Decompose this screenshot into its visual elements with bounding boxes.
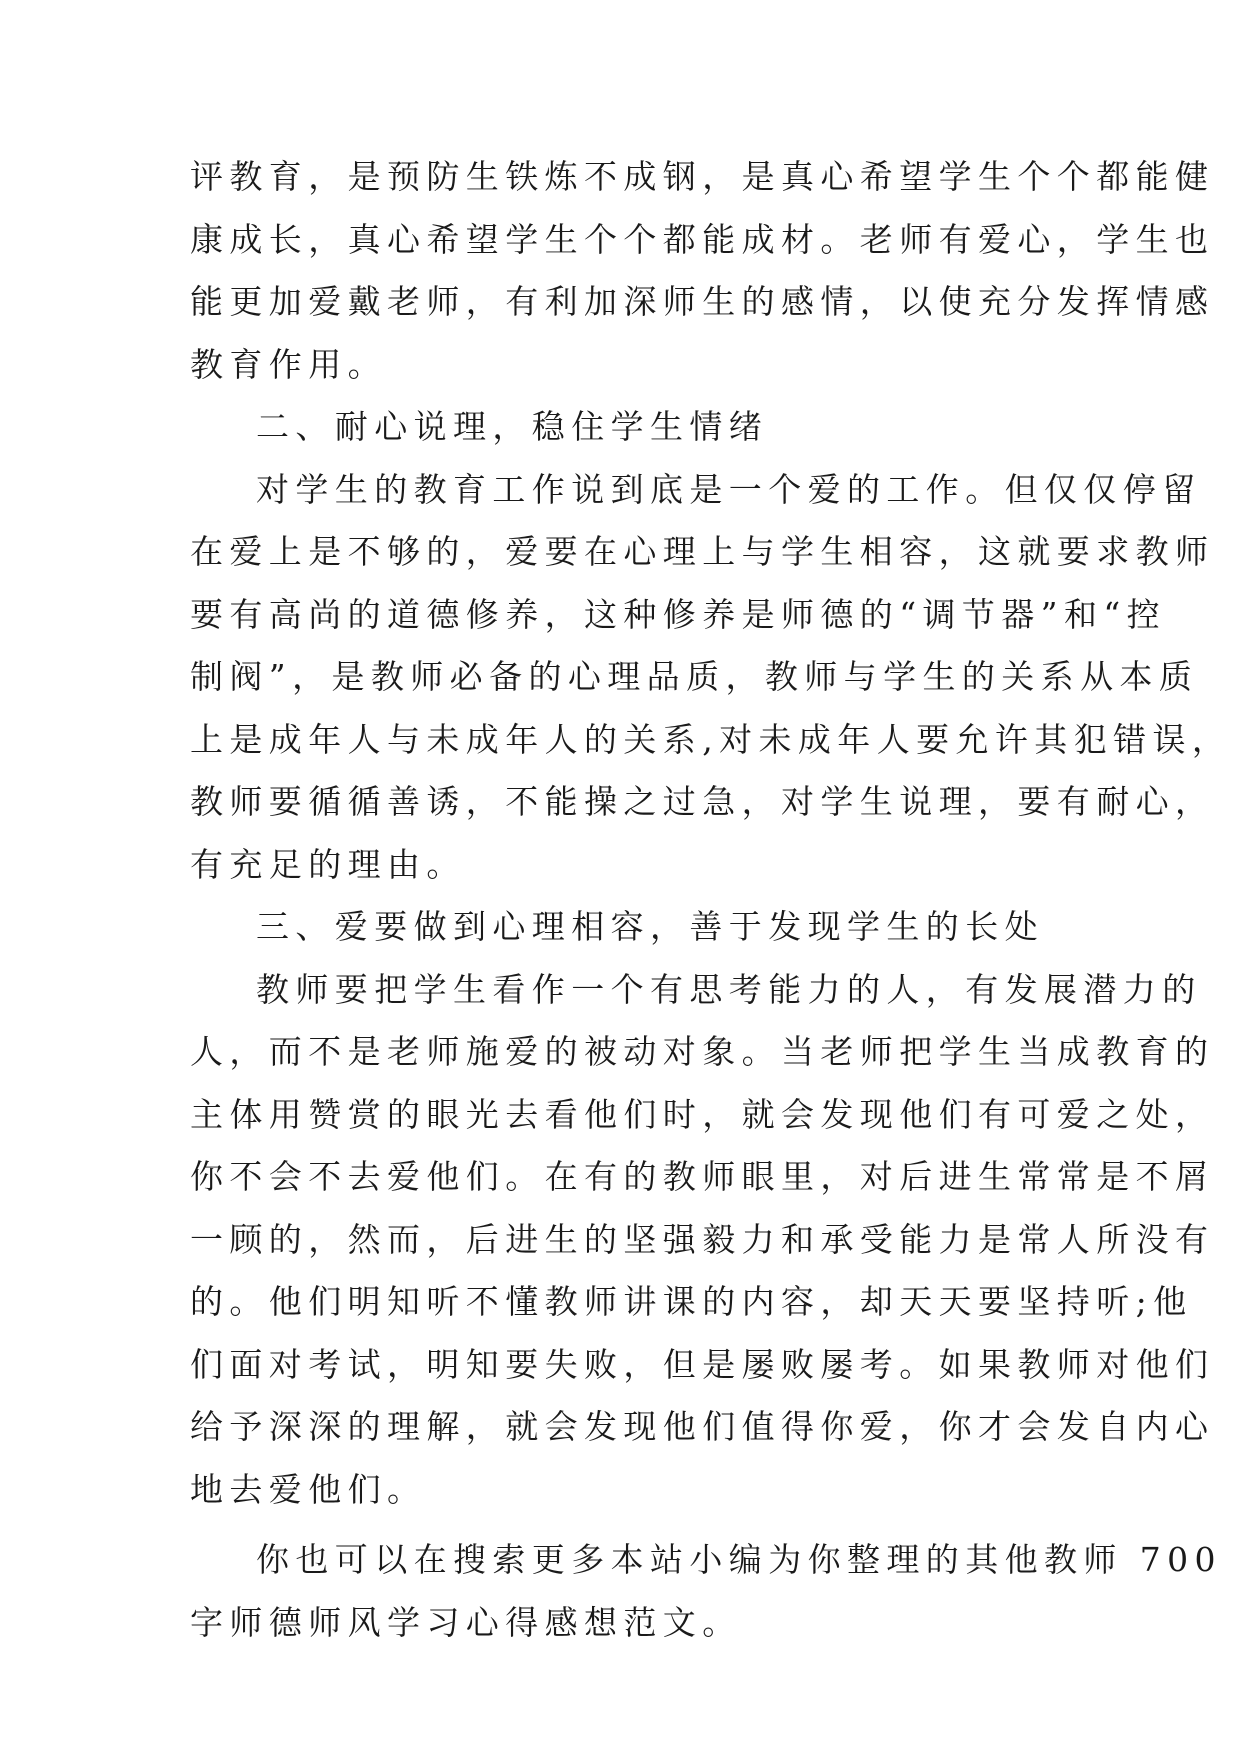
paragraph-line: 评教育，是预防生铁炼不成钢，是真心希望学生个个都能健: [190, 157, 1215, 196]
paragraph-line: 上是成年人与未成年人的关系,对未成年人要允许其犯错误，: [190, 719, 1232, 759]
paragraph-line: 你也可以在搜索更多本站小编为你整理的其他教师 700: [256, 1540, 1222, 1579]
paragraph-line: 有充足的理由。: [190, 844, 466, 884]
paragraph-line: 康成长，真心希望学生个个都能成材。老师有爱心，学生也: [190, 219, 1215, 259]
paragraph-line: 一顾的，然而，后进生的坚强毅力和承受能力是常人所没有: [190, 1219, 1215, 1259]
paragraph-line: 能更加爱戴老师，有利加深师生的感情，以使充分发挥情感: [190, 282, 1215, 321]
paragraph-line: 人，而不是老师施爱的被动对象。当老师把学生当成教育的: [190, 1032, 1215, 1071]
paragraph-line: 地去爱他们。: [190, 1469, 427, 1509]
paragraph-line: 们面对考试，明知要失败，但是屡败屡考。如果教师对他们: [190, 1344, 1215, 1384]
section-heading: 二、耐心说理，稳住学生情绪: [256, 407, 769, 446]
paragraph-line: 制阀”，是教师必备的心理品质，教师与学生的关系从本质: [190, 657, 1199, 696]
paragraph-line: 要有高尚的道德修养，这种修养是师德的“调节器”和“控: [190, 594, 1167, 634]
paragraph-line: 对学生的教育工作说到底是一个爱的工作。但仅仅停留: [256, 469, 1202, 509]
paragraph-line: 主体用赞赏的眼光去看他们时，就会发现他们有可爱之处，: [190, 1094, 1215, 1134]
paragraph-line: 教师要循循善诱，不能操之过急，对学生说理，要有耐心，: [190, 782, 1215, 821]
paragraph-line: 在爱上是不够的，爱要在心理上与学生相容，这就要求教师: [190, 532, 1215, 571]
paragraph-line: 教育作用。: [190, 344, 387, 384]
paragraph-line: 字师德师风学习心得感想范文。: [190, 1602, 742, 1642]
paragraph-line: 给予深深的理解，就会发现他们值得你爱，你才会发自内心: [190, 1407, 1215, 1446]
paragraph-line: 教师要把学生看作一个有思考能力的人，有发展潜力的: [256, 969, 1202, 1009]
document-body: [190, 146, 1232, 1654]
paragraph-line: 的。他们明知听不懂教师讲课的内容，却天天要坚持听;他: [190, 1282, 1193, 1321]
section-heading: 三、爱要做到心理相容，善于发现学生的长处: [256, 907, 1044, 946]
paragraph-line: 你不会不去爱他们。在有的教师眼里，对后进生常常是不屑: [190, 1157, 1215, 1196]
